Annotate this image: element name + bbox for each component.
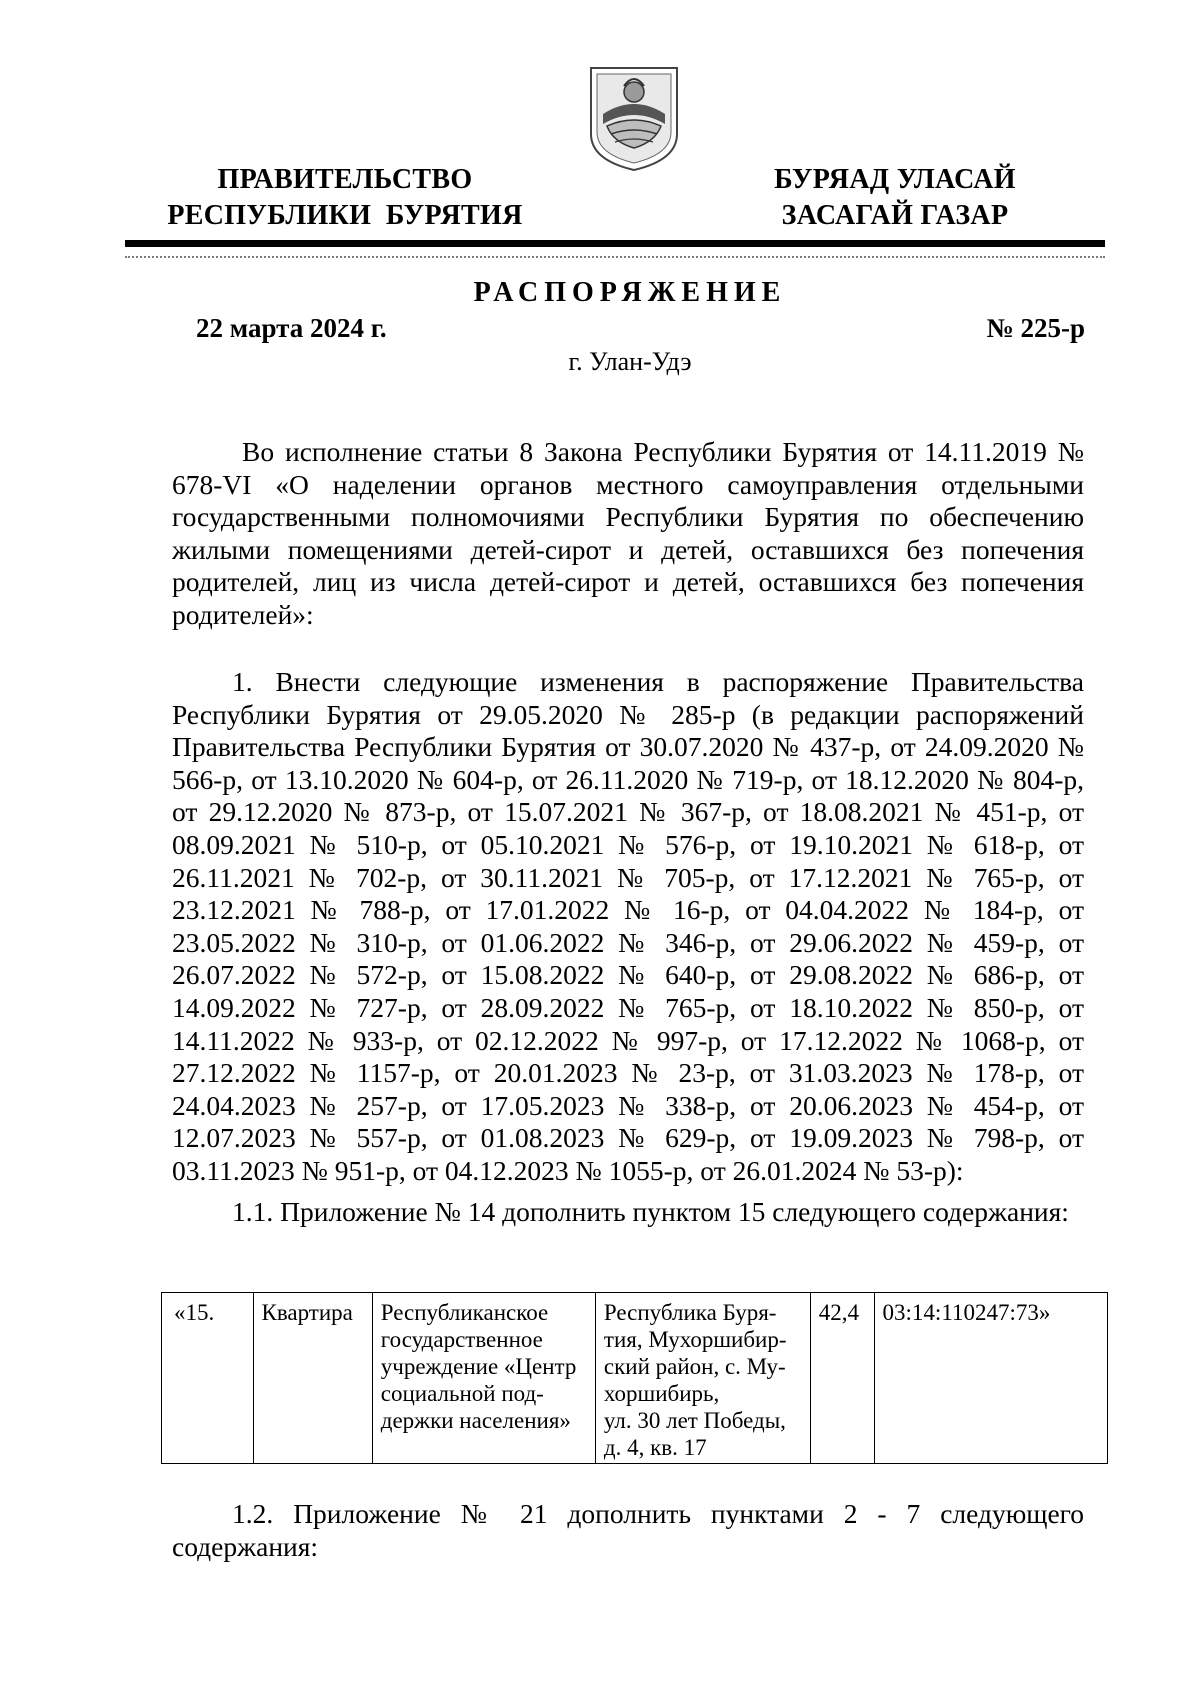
holder-line: Республиканское [380, 1300, 549, 1325]
document-date: 22 марта 2024 г. [196, 313, 387, 343]
cell-cadastral [874, 1293, 1107, 1464]
appendix-table [161, 1292, 1108, 1464]
item-1-paragraph [172, 666, 1084, 1188]
item-1-2-paragraph [172, 1498, 1084, 1563]
document-number: № 225-р [986, 313, 1085, 343]
cell-area [810, 1293, 874, 1464]
org-name-buryat [745, 162, 1045, 234]
org-left-line-2: РЕСПУБЛИКИ БУРЯТИЯ [167, 200, 523, 231]
cell-address [595, 1293, 810, 1464]
address-line: тия, Мухоршибир- [603, 1327, 787, 1352]
cell-number-text: «15. [174, 1300, 215, 1325]
holder-line: социальной под- [380, 1381, 544, 1406]
address-line: хоршибирь, [603, 1381, 720, 1406]
holder-line: держки населения» [380, 1408, 571, 1433]
cell-cadastral-text: 03:14:110247:73» [882, 1300, 1051, 1325]
preamble-text: Во исполнение статьи 8 Закона Республики Бурятия от 14.11.2019 № 678-VI «О наделении органов местного самоуправления отдельными государственными полномочиями Республики Бурятия по обеспечению жилыми помещениями детей-сирот и детей, оставшихся без попечения родителей, лиц из числа детей-сирот и детей, оставшихся без попечения родителей»: [172, 436, 1084, 630]
cell-area-text: 42,4 [818, 1300, 860, 1325]
item-1-text: 1. Внести следующие изменения в распоряжение Правительства Республики Бурятия от 29.05.2020 № 285-р (в редакции распоряжений Правительства Республики Бурятия от 30.07.2020 № 437-р, от 24.09.2020 № 566-р, от 13.10.2020 № 604-р, от 26.11.2020 № 719-р, от 18.12.2020 № 804-р, от 29.12.2020 № 873-р, от 15.07.2021 № 367-р, от 18.08.2021 № 451-р, от 08.09.2021 № 510-р, от 05.10.2021 № 576-р, от 19.10.2021 № 618-р, от 26.11.2021 № 702-р, от 30.11.2021 № 705-р, от 17.12.2021 № 765-р, от 23.12.2021 № 788-р, от 17.01.2022 № 16-р, от 04.04.2022 № 184-р, от 23.05.2022 № 310-р, от 01.06.2022 № 346-р, от 29.06.2022 № 459-р, от 26.07.2022 № 572-р, от 15.08.2022 № 640-р, от 29.08.2022 № 686-р, от 14.09.2022 № 727-р, от 28.09.2022 № 765-р, от 18.10.2022 № 850-р, от 14.11.2022 № 933-р, от 02.12.2022 № 997-р, от 17.12.2022 № 1068-р, от 27.12.2022 № 1157-р, от 20.01.2023 № 23-р, от 31.03.2023 № 178-р, от 24.04.2023 № 257-р, от 17.05.2023 № 338-р, от 20.06.2023 № 454-р, от 12.07.2023 № 557-р, от 01.08.2023 № 629-р, от 19.09.2023 № 798-р, от 03.11.2023 № 951-р, от 04.12.2023 № 1055-р, от 26.01.2024 № 53-р): [172, 666, 1084, 1186]
address-line: д. 4, кв. 17 [603, 1435, 707, 1460]
cell-object-type [253, 1293, 372, 1464]
address-line: Республика Буря- [603, 1300, 777, 1325]
org-right-line-1: БУРЯАД УЛАСАЙ [774, 164, 1016, 195]
item-1-2-text: 1.2. Приложение № 21 дополнить пунктами 2 - 7 следующего содержания: [172, 1498, 1084, 1562]
org-name-russian [150, 162, 540, 234]
address-line: ул. 30 лет Победы, [603, 1408, 786, 1433]
document-city: г. Улан-Удэ [568, 347, 692, 376]
org-left-line-1: ПРАВИТЕЛЬСТВО [217, 164, 473, 195]
address-line: ский район, с. Му- [603, 1354, 786, 1379]
table-row [162, 1293, 1108, 1464]
holder-line: учреждение «Центр [380, 1354, 577, 1379]
header-divider-thin [125, 256, 1105, 258]
coat-of-arms-emblem [585, 62, 683, 174]
item-1-1-paragraph [172, 1196, 1084, 1229]
cell-object-type-text: Квартира [261, 1300, 353, 1325]
holder-line: государственное [380, 1327, 543, 1352]
cell-holder [372, 1293, 595, 1464]
cell-number [162, 1293, 254, 1464]
item-1-1-text: 1.1. Приложение № 14 дополнить пунктом 15 следующего содержания: [232, 1196, 1069, 1227]
header-divider-thick [125, 240, 1105, 247]
org-right-line-2: ЗАСАГАЙ ГАЗАР [781, 200, 1009, 231]
preamble-paragraph [172, 436, 1084, 632]
document-title: РАСПОРЯЖЕНИЕ [473, 277, 787, 308]
